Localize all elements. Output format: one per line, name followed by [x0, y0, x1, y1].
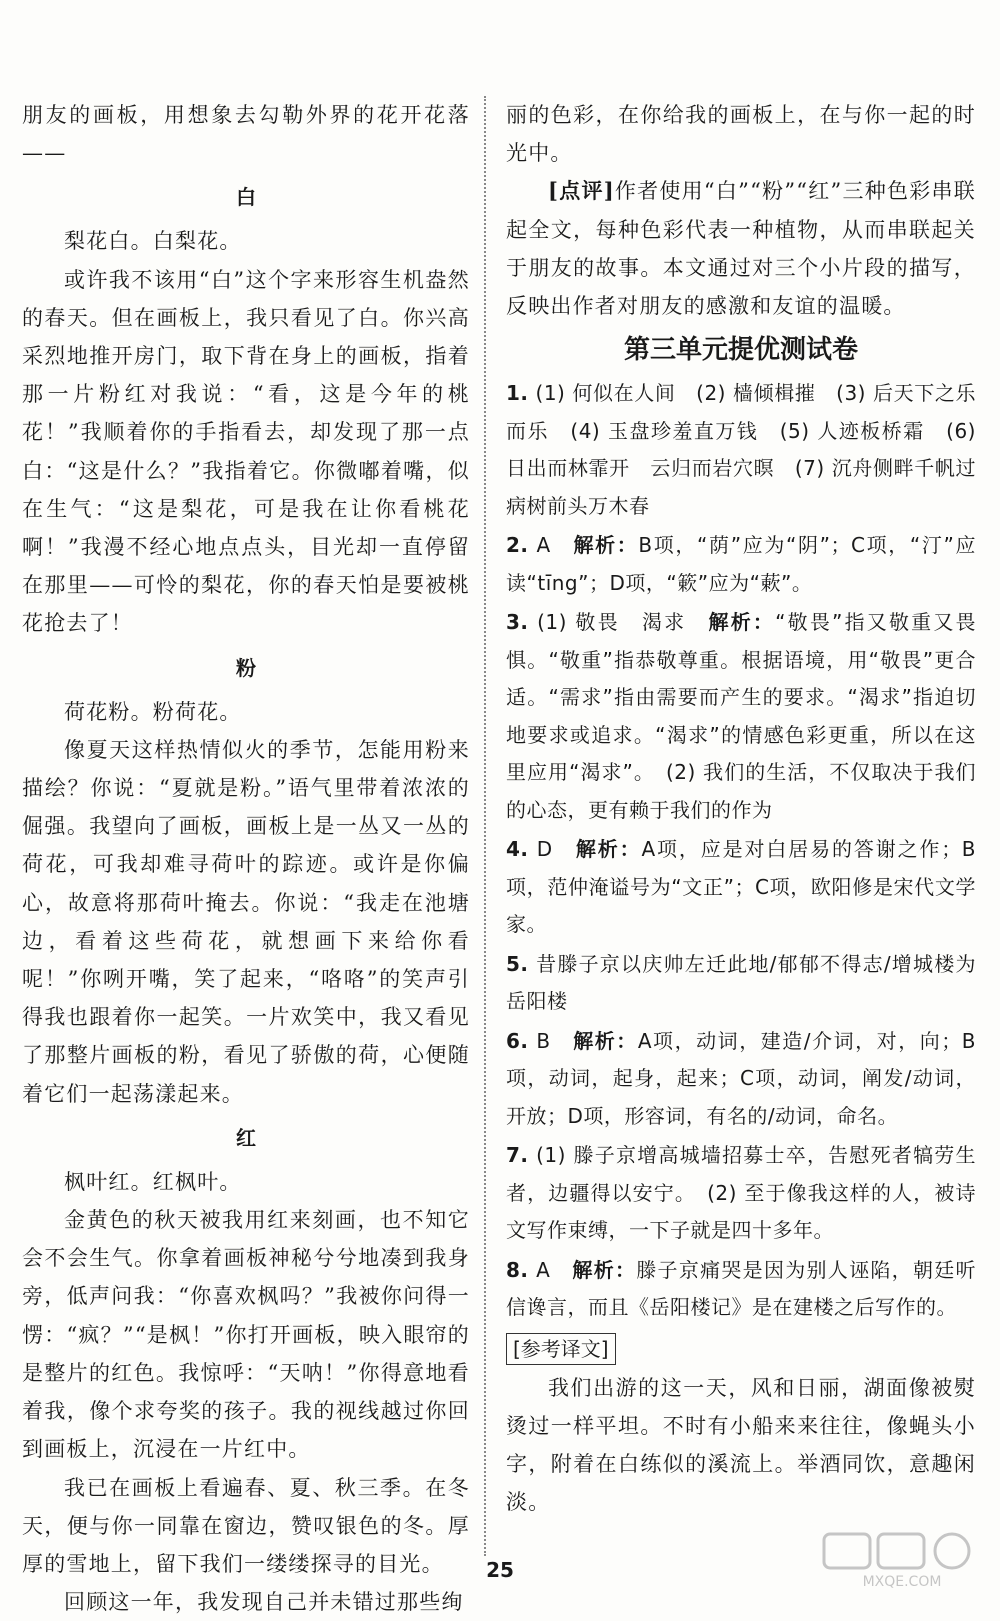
essay-paragraph: 像夏天这样热情似火的季节，怎能用粉来描绘？你说：“夏就是粉。”语气里带着浓浓的倔强。我望向了画板，画板上是一丛又一丛的荷花，可我却难寻荷叶的踪迹。或许是你偏心，故意将那荷叶掩去。你说：“我走在池塘边，看着这些荷花，就想画下来给你看呢！”你咧开嘴，笑了起来，“咯咯”的笑声引得我也跟着你一起笑。一片欢笑中，我又看见了那整片画板的粉，看见了骄傲的荷，心便随着它们一起荡漾起来。: [22, 737, 470, 1106]
answer-text: A: [536, 533, 574, 558]
analysis-text: “敬畏”指又敬重又畏惧。“敬重”指恭敬尊重。根据语境，用“敬畏”更合适。“需求”指由需要而产生的要求。“渴求”指迫切地要求或追求。“渴求”的情感色彩更重，所以在这里应用“渴求”。 (2) 我们的生活，不仅取决于我们的心态，更有赖于我们的作为: [506, 610, 976, 822]
essay-paragraph: 枫叶红。红枫叶。: [64, 1169, 242, 1194]
answer-number: 4.: [506, 837, 529, 862]
answer-text: (1) 何似在人间 (2) 樯倾楫摧 (3) 后天下之乐而乐 (4) 玉盘珍羞直万钱 (5) 人迹板桥霜 (6) 日出而林霏开 云归而岩穴暝 (7) 沉舟侧畔千帆过 病树前头万木春: [506, 381, 997, 518]
comment-label: [点评]: [548, 178, 615, 204]
section-heading: 白: [236, 185, 256, 210]
answer-number: 8.: [506, 1257, 529, 1282]
analysis-label: 解析：: [575, 837, 642, 862]
essay-paragraph: 梨花白。白梨花。: [64, 229, 242, 254]
reference-translation-text: 我们出游的这一天，风和日丽，湖面像被熨烫过一样平坦。不时有小船来来往往，像蝇头小字，附着在白练似的溪流上。举酒同饮，意趣闲淡。: [506, 1375, 976, 1515]
answer-number: 2.: [506, 533, 529, 558]
answer-text: 昔滕子京以庆帅左迁此地/郁郁不得志/增城楼为岳阳楼: [506, 951, 976, 1014]
watermark-logo: [822, 1530, 982, 1590]
answer-item: [506, 527, 976, 602]
analysis-label: 解析：: [572, 1257, 637, 1282]
reference-translation-label: [参考译文]: [506, 1333, 616, 1365]
essay-paragraph: 朋友的画板，用想象去勾勒外界的花开花落——: [22, 103, 470, 166]
answer-text: (1) 敬畏 渴求: [537, 610, 709, 635]
essay-paragraph: 回顾这一年，我发现自己并未错过那些绚: [64, 1590, 464, 1615]
answer-text: D: [536, 837, 576, 862]
analysis-label: 解析：: [573, 533, 639, 558]
answer-text: B: [536, 1028, 574, 1053]
section-heading: 红: [236, 1125, 256, 1150]
comment-paragraph: [506, 172, 976, 325]
analysis-text: A项，动词，建造/介词，对，向；B项，动词，起身，起来；C项，动词，阐发/动词，开放；D项，形容词，有名的/动词，命名。: [506, 1028, 977, 1128]
analysis-label: 解析：: [573, 1028, 638, 1053]
answer-number: 3.: [506, 610, 529, 635]
page-number: 25: [486, 1558, 514, 1582]
analysis-text: B项，“荫”应为“阴”；C项，“汀”应读“tīng”；D项，“簌”应为“蔌”。: [506, 533, 976, 595]
answer-item: [506, 604, 976, 829]
answer-text: (1) 滕子京增高城墙招募士卒，告慰死者犒劳生者，边疆得以安宁。 (2) 至于像我这样的人，被诗文写作束缚，一下子就是四十多年。: [506, 1143, 977, 1243]
section-heading: 粉: [236, 655, 256, 680]
answer-item: [506, 1252, 976, 1327]
answer-number: 5.: [506, 951, 529, 976]
answer-item: [506, 375, 997, 525]
analysis-label: 解析：: [708, 610, 776, 635]
column-divider: [484, 96, 486, 1556]
essay-continuation: 丽的色彩，在你给我的画板上，在与你一起的时光中。: [506, 103, 976, 166]
analysis-text: A项，应是对白居易的答谢之作；B项，范仲淹谥号为“文正”；C项，欧阳修是宋代文学家。: [506, 837, 977, 937]
answer-list: [506, 375, 997, 1327]
essay-paragraph: 金黄色的秋天被我用红来刻画，也不知它会不会生气。你拿着画板神秘兮兮地凑到我身旁，低声问我：“你喜欢枫吗？”我被你问得一愣：“疯？”“是枫！”你打开画板，映入眼帘的是整片的红色。我惊呼：“天呐！”你得意地看着我，像个求夸奖的孩子。我的视线越过你回到画板上，沉浸在一片红中。: [22, 1208, 470, 1462]
answer-item: [506, 946, 976, 1021]
answer-item: [506, 1137, 976, 1250]
analysis-text: 滕子京痛哭是因为别人诬陷，朝廷听信谗言，而且《岳阳楼记》是在建楼之后写作的。: [506, 1257, 977, 1320]
answer-item: [506, 1023, 976, 1136]
essay-paragraph: 我已在画板上看遍春、夏、秋三季。在冬天，便与你一同靠在窗边，赞叹银色的冬。厚厚的雪地上，留下我们一缕缕探寻的目光。: [22, 1475, 470, 1576]
watermark-text: MXQE.COM: [862, 1574, 942, 1590]
essay-paragraph: 或许我不该用“白”这个字来形容生机盎然的春天。但在画板上，我只看见了白。你兴高采烈地推开房门，取下背在身上的画板，指着那一片粉红对我说：“看，这是今年的桃花！”我顺着你的手指看去，却发现了那一点白：“这是什么？”我指着它。你微嘟着嘴，似在生气：“这是梨花，可是我在让你看桃花啊！”我漫不经心地点点头，目光却一直停留在那里——可怜的梨花，你的春天怕是要被桃花抢去了！: [22, 267, 470, 636]
answer-number: 7.: [506, 1143, 529, 1168]
right-column: [506, 96, 997, 1522]
answer-number: 1.: [506, 381, 529, 406]
answer-item: [506, 831, 976, 944]
answer-number: 6.: [506, 1028, 529, 1053]
essay-paragraph: 荷花粉。粉荷花。: [64, 699, 242, 724]
comment-text: 作者使用“白”“粉”“红”三种色彩串联起全文，每种色彩代表一种植物，从而串联起关于朋友的故事。本文通过对三个小片段的描写，反映出作者对朋友的感激和友谊的温暖。: [506, 179, 977, 319]
test-title: 第三单元提优测试卷: [623, 335, 858, 366]
left-column: [22, 96, 470, 1621]
answer-text: A: [536, 1257, 573, 1282]
